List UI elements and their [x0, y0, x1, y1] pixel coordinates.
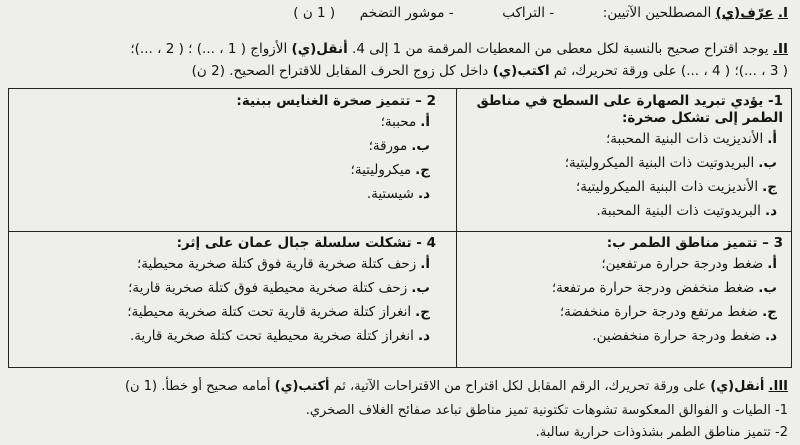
option-key: أ. — [767, 131, 777, 147]
part2-instruction-1: أنقل(ي) — [291, 41, 348, 57]
part3-item-1: 1- الطيات و الفوالق المعكوسة تشوهات تكتونية تميز مناطق تباعد صفائح الغلاف الصخري. — [305, 403, 788, 418]
option-key: ب. — [758, 155, 777, 171]
part3-instruction-2: أكتب(ي) — [274, 379, 330, 394]
part1-instruction: عرّف(ي) — [715, 5, 774, 21]
option-text: ضغط منخفض ودرجة حرارة مرتفعة؛ — [551, 280, 755, 296]
option-key: ج. — [762, 304, 777, 320]
question-2-option-a — [36, 110, 436, 134]
option-key: ب. — [411, 138, 430, 154]
part3-text-1: على ورقة تحريرك، الرقم المقابل لكل اقتراح من الاقتراحات الآتية، ثم — [329, 379, 711, 394]
question-3-title: 3 – تتميز مناطق الطمر ب: — [606, 235, 783, 251]
option-key: أ. — [767, 256, 777, 272]
option-text: ضغط ودرجة حرارة منخفضين. — [592, 328, 761, 344]
part2-text-b: الأزواج ( 1 ، ...) ؛ ( 2 ، ...)؛ — [130, 41, 292, 57]
question-2 — [36, 93, 436, 206]
question-1-option-d — [453, 199, 783, 223]
row-divider — [9, 231, 791, 232]
question-3 — [453, 235, 783, 348]
question-1-option-a — [453, 127, 783, 151]
question-3-option-c — [453, 300, 783, 324]
question-2-option-b — [36, 134, 436, 158]
question-3-option-d — [453, 324, 783, 348]
questions-table — [8, 88, 792, 368]
option-text: ضغط مرتفع ودرجة حرارة منخفضة؛ — [559, 304, 759, 320]
option-text: انغراز كتلة صخرية قارية تحت كتلة صخرية محيطية؛ — [127, 304, 412, 320]
part2-instruction-2: اكتب(ي) — [492, 63, 550, 79]
part3-instruction-1: أنقل(ي) — [710, 379, 765, 394]
option-key: أ. — [420, 114, 430, 130]
question-4-option-a — [16, 252, 436, 276]
part1-line — [10, 4, 788, 22]
question-3-option-b — [453, 276, 783, 300]
term-2: - موشور التضخم — [359, 5, 454, 21]
part2-number: II. — [772, 41, 788, 57]
part3-number: III. — [768, 379, 788, 394]
question-1-title: 1- يؤدي تبريد الصهارة على السطح في مناطق الطمر إلى تشكل صخرة: — [476, 93, 783, 126]
part2-text-a: يوجد اقتراح صحيح بالنسبة لكل معطى من المعطيات المرقمة من 1 إلى 4. — [352, 41, 769, 57]
option-text: الأنديزيت ذات البنية المحببة؛ — [605, 131, 764, 147]
part1-text: المصطلحين الآتيين: — [602, 5, 716, 21]
option-text: مورقة؛ — [368, 138, 408, 154]
part1-number: I. — [777, 5, 788, 21]
question-1 — [453, 93, 783, 223]
question-4-option-b — [16, 276, 436, 300]
question-4 — [16, 235, 436, 348]
option-text: شيستية. — [366, 186, 414, 202]
option-text: زحف كتلة صخرية محيطية فوق كتلة صخرية قارية؛ — [128, 280, 408, 296]
part1-points: ( 1 ن ) — [293, 5, 336, 21]
option-text: الأنديزيت ذات البنية الميكروليتية؛ — [575, 179, 759, 195]
option-key: ج. — [415, 162, 430, 178]
part2-line-1 — [10, 40, 788, 58]
option-key: ب. — [758, 280, 777, 296]
option-key: د. — [417, 328, 430, 344]
option-key: ج. — [762, 179, 777, 195]
question-4-option-c — [16, 300, 436, 324]
question-3-option-a — [453, 252, 783, 276]
option-text: ضغط ودرجة حرارة مرتفعين؛ — [601, 256, 764, 272]
option-text: محببة؛ — [380, 114, 417, 130]
part2-line-2 — [10, 62, 788, 80]
option-text: ميكروليتية؛ — [350, 162, 412, 178]
question-2-title: 2 – تتميز صخرة الغنايس ببنية: — [236, 93, 436, 109]
option-key: د. — [764, 203, 777, 219]
question-1-option-b — [453, 151, 783, 175]
question-1-option-c — [453, 175, 783, 199]
option-text: انغراز كتلة صخرية محيطية تحت كتلة صخرية قارية. — [129, 328, 414, 344]
option-text: البريدوتيت ذات البنية الميكروليتية؛ — [564, 155, 755, 171]
part3-text-2: أمامه صحيح أو خطأ. (1 ن) — [124, 379, 275, 394]
option-key: ب. — [411, 280, 430, 296]
question-2-option-d — [36, 182, 436, 206]
option-key: د. — [764, 328, 777, 344]
term-1: - التراكب — [502, 5, 555, 21]
option-key: أ. — [420, 256, 430, 272]
option-text: زحف كتلة صخرية قارية فوق كتلة صخرية محيطية؛ — [137, 256, 417, 272]
part3-line — [10, 378, 788, 396]
question-4-title: 4 - تشكلت سلسلة جبال عمان على إثر: — [176, 235, 436, 251]
question-4-option-d — [16, 324, 436, 348]
option-text: البريدوتيت ذات البنية المحببة. — [596, 203, 761, 219]
part2-text-c: ( 3 ، ...)؛ ( 4 ، ...) على ورقة تحريرك، ثم — [553, 63, 788, 79]
part2-text-d: داخل كل زوج الحرف المقابل للاقتراح الصحيح. (2 ن) — [191, 63, 493, 79]
question-2-option-c — [36, 158, 436, 182]
option-key: د. — [417, 186, 430, 202]
option-key: ج. — [415, 304, 430, 320]
part3-item-2: 2- تتميز مناطق الطمر بشذوذات حرارية سالبة. — [535, 425, 788, 440]
